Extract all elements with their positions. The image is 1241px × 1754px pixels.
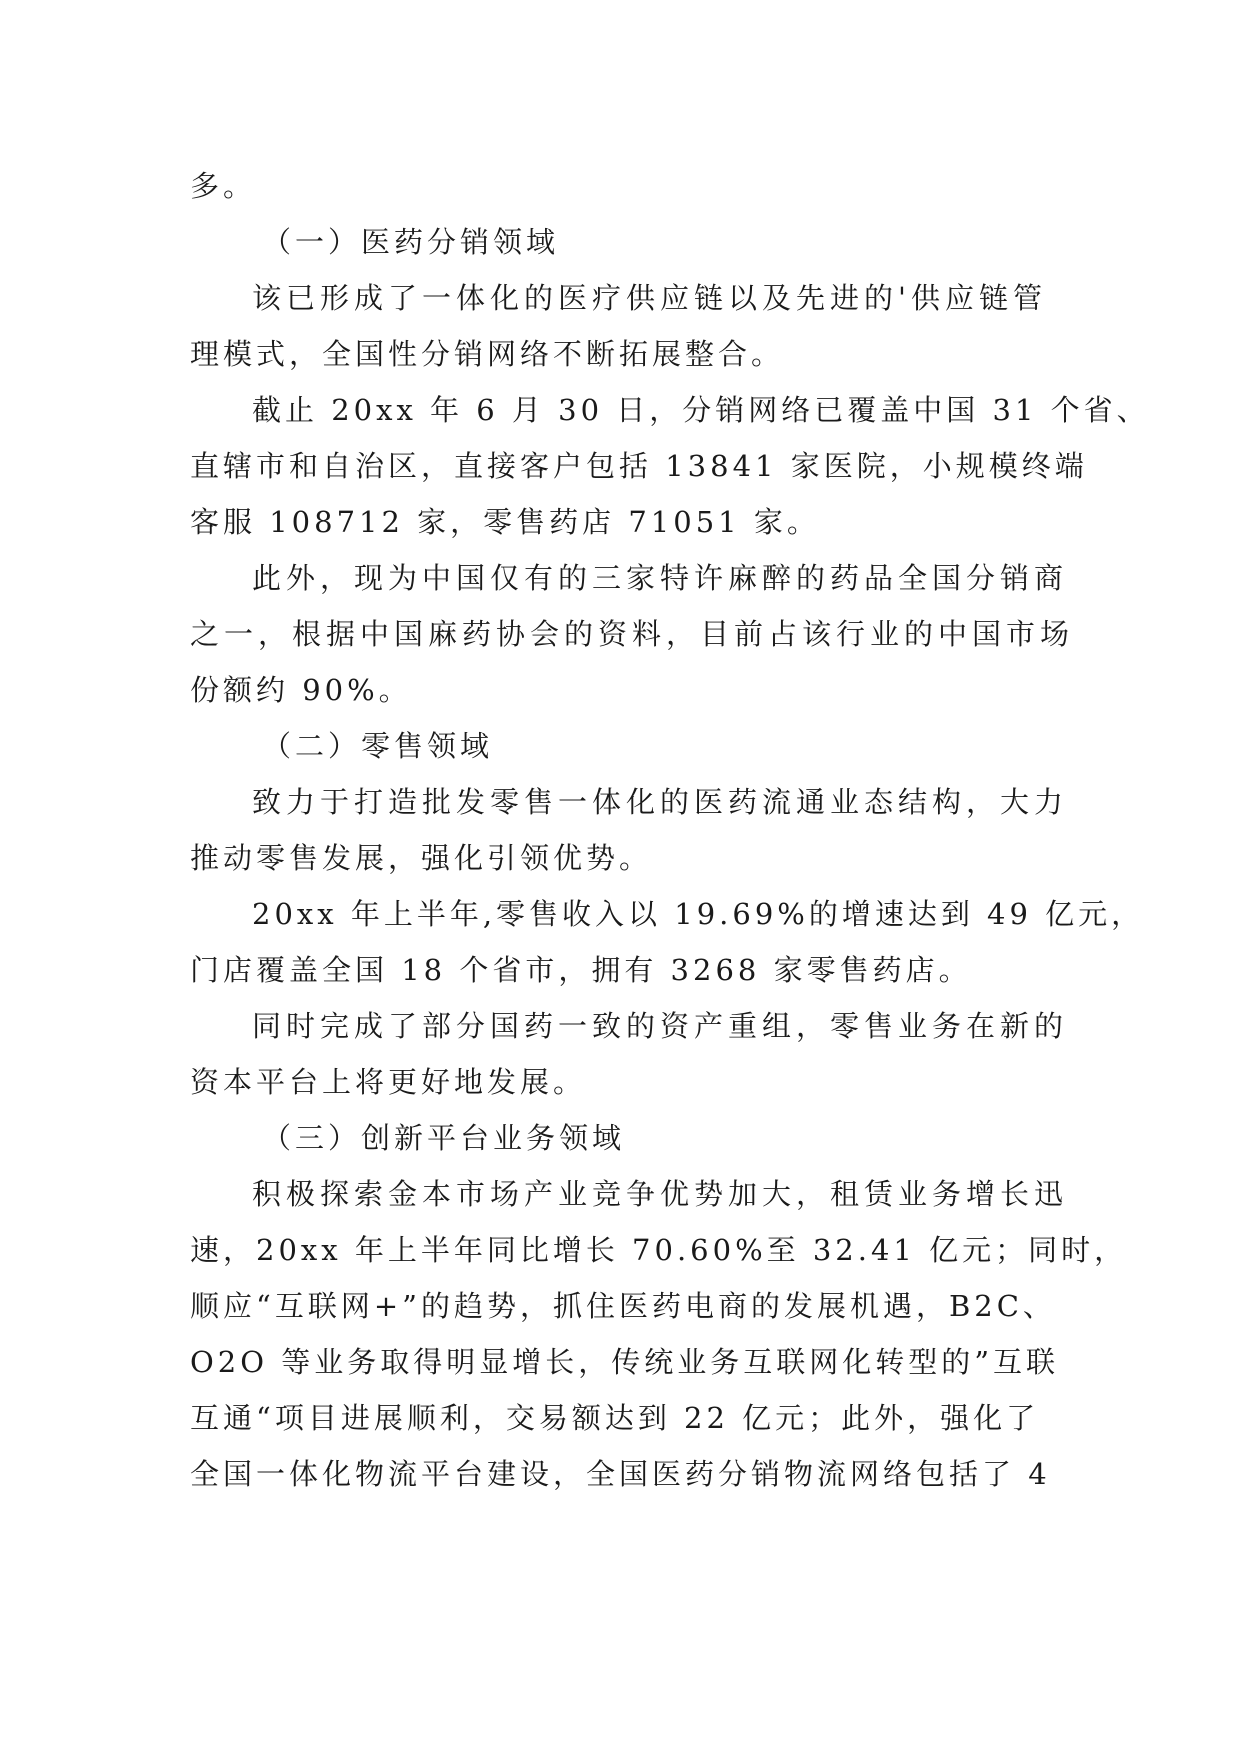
- paragraph-line: 推动零售发展，强化引领优势。: [190, 841, 653, 875]
- paragraph-line: 门店覆盖全国 18 个省市，拥有 3268 家零售药店。: [190, 953, 972, 987]
- paragraph-line: 截止 20xx 年 6 月 30 日，分销网络已覆盖中国 31 个省、: [252, 393, 1150, 427]
- paragraph-line: 20xx 年上半年,零售收入以 19.69%的增速达到 49 亿元，: [252, 897, 1145, 931]
- paragraph-line: 顺应“互联网+”的趋势，抓住医药电商的发展机遇，B2C、: [190, 1289, 1056, 1323]
- paragraph-line: 同时完成了部分国药一致的资产重组，零售业务在新的: [252, 1009, 1069, 1043]
- section-heading: （一）医药分销领域: [262, 225, 560, 259]
- paragraph-line: 资本平台上将更好地发展。: [190, 1065, 587, 1099]
- paragraph-line: 速，20xx 年上半年同比增长 70.60%至 32.41 亿元；同时，: [190, 1233, 1128, 1267]
- paragraph-line: 互通“项目进展顺利，交易额达到 22 亿元；此外，强化了: [190, 1401, 1040, 1435]
- paragraph-line: 致力于打造批发零售一体化的医药流通业态结构，大力: [252, 785, 1069, 819]
- paragraph-line: 理模式，全国性分销网络不断拓展整合。: [190, 337, 785, 371]
- paragraph-line: 多。: [190, 169, 257, 203]
- section-heading: （三）创新平台业务领域: [262, 1121, 626, 1155]
- paragraph-line: 客服 108712 家，零售药店 71051 家。: [190, 505, 820, 539]
- paragraph-line: 全国一体化物流平台建设，全国医药分销物流网络包括了 4: [190, 1457, 1051, 1491]
- paragraph-line: O2O 等业务取得明显增长，传统业务互联网化转型的”互联: [190, 1345, 1060, 1379]
- document-body: [190, 158, 1150, 1502]
- paragraph-line: 直辖市和自治区，直接客户包括 13841 家医院，小规模终端: [190, 449, 1088, 483]
- paragraph-line: 该已形成了一体化的医疗供应链以及先进的'供应链管: [252, 281, 1047, 315]
- paragraph-line: 份额约 90%。: [190, 673, 412, 707]
- section-heading: （二）零售领域: [262, 729, 494, 763]
- paragraph-line: 此外，现为中国仅有的三家特许麻醉的药品全国分销商: [252, 561, 1069, 595]
- paragraph-line: 积极探索金本市场产业竞争优势加大，租赁业务增长迅: [252, 1177, 1069, 1211]
- paragraph-line: 之一，根据中国麻药协会的资料，目前占该行业的中国市场: [190, 617, 1075, 651]
